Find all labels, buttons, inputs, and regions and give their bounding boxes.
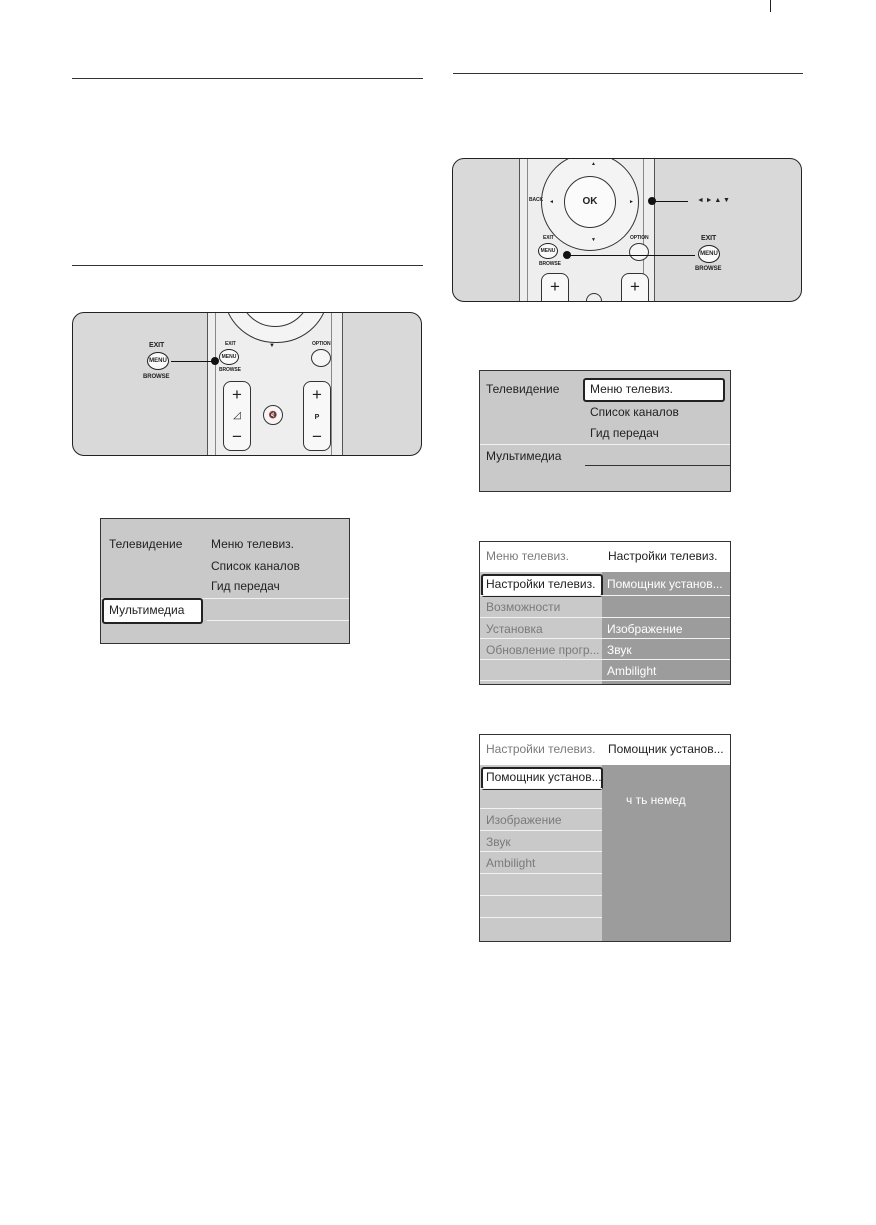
menu-item-tv-menu[interactable]: Меню телевиз. (590, 382, 673, 396)
option-button[interactable] (311, 349, 331, 367)
remote-groove-left (527, 158, 528, 302)
mute-button-partial (586, 293, 602, 302)
mute-button[interactable] (263, 405, 283, 425)
section-divider-2 (453, 73, 803, 74)
menu-header-right: Помощник установ... (608, 742, 724, 756)
remote-groove-right (331, 312, 332, 456)
program-up-icon: + (312, 385, 322, 404)
tv-menu-setup-assistant (479, 734, 731, 942)
menu-header-left: Меню телевиз. (486, 549, 569, 563)
back-label: BACK (529, 197, 544, 203)
nav-arrows-label: ◄ ► ▲ ▼ (697, 197, 730, 204)
remote-illustration-menu (72, 312, 422, 456)
option-button[interactable] (629, 243, 649, 261)
menu-separator (480, 808, 602, 809)
menu-item-multimedia[interactable]: Мультимедиа (486, 449, 562, 463)
volume-rocker[interactable] (541, 273, 569, 302)
menu-item-program-guide[interactable]: Гид передач (211, 579, 280, 593)
nav-callout-leader (654, 201, 688, 202)
program-down-icon: − (312, 427, 322, 446)
menu-header-left: Настройки телевиз. (486, 742, 596, 756)
down-arrow-icon: ▼ (591, 237, 596, 243)
menu-item-television[interactable]: Телевидение (109, 537, 183, 551)
tv-menu-tv-settings (479, 541, 731, 685)
menu-separator (480, 680, 730, 681)
menu-separator (480, 788, 602, 789)
description-text: ч ть немед (626, 793, 686, 807)
menu-separator (480, 444, 730, 445)
menu-separator (207, 620, 349, 621)
menu-item-installation[interactable]: Установка (486, 622, 543, 636)
tv-menu-home-multimedia (100, 518, 350, 644)
program-rocker[interactable] (303, 381, 331, 451)
menu-button[interactable]: MENU (538, 243, 558, 259)
top-margin-rule (770, 0, 771, 12)
volume-up-icon: + (232, 385, 242, 404)
menu-separator (480, 595, 730, 596)
plus-icon: + (630, 277, 640, 296)
menu-separator (585, 465, 730, 466)
menu-item-channel-list[interactable]: Список каналов (590, 405, 679, 419)
section-divider-1 (72, 78, 423, 79)
menu-item-tv-menu[interactable]: Меню телевиз. (211, 537, 294, 551)
up-arrow-icon: ▲ (591, 161, 596, 167)
option-label: OPTION (312, 341, 331, 347)
menu-separator (480, 873, 602, 874)
menu-separator (480, 917, 602, 918)
exit-small-label: EXIT (225, 341, 236, 347)
menu-item-sound[interactable]: Звук (607, 643, 632, 657)
menu-separator (480, 617, 730, 618)
browse-small-label: BROWSE (539, 261, 561, 267)
browse-label: BROWSE (695, 266, 722, 272)
menu-item-channel-list[interactable]: Список каналов (211, 559, 300, 573)
menu-separator (480, 851, 602, 852)
menu-item-setup-assistant[interactable]: Помощник установ... (486, 770, 602, 784)
menu-item-sound[interactable]: Звук (486, 835, 511, 849)
volume-rocker[interactable] (223, 381, 251, 451)
menu-separator (480, 895, 602, 896)
menu-item-program-guide[interactable]: Гид передач (590, 426, 659, 440)
option-label: OPTION (630, 235, 649, 241)
volume-icon: ◿ (233, 410, 241, 421)
menu-item-picture[interactable]: Изображение (607, 622, 683, 636)
menu-item-tv-settings[interactable]: Настройки телевиз. (486, 577, 596, 591)
left-arrow-icon: ◄ (549, 199, 554, 205)
menu-separator (480, 638, 730, 639)
remote-illustration-nav (452, 158, 802, 302)
menu-callout-leader (569, 255, 695, 256)
program-rocker[interactable] (621, 273, 649, 302)
remote-groove-left (215, 312, 216, 456)
menu-item-setup-assistant[interactable]: Помощник установ... (607, 577, 723, 591)
down-arrow-icon: ▼ (269, 343, 275, 349)
menu-header-right: Настройки телевиз. (608, 549, 718, 563)
menu-separator (480, 659, 730, 660)
menu-button-callout: MENU (698, 245, 720, 263)
right-arrow-icon: ► (629, 199, 634, 205)
callout-dot (211, 357, 219, 365)
menu-button-callout: MENU (147, 352, 169, 370)
menu-item-software-update[interactable]: Обновление прогр... (486, 643, 600, 657)
mute-icon: 🔇 (268, 412, 278, 419)
exit-small-label: EXIT (543, 235, 554, 241)
menu-item-ambilight[interactable]: Ambilight (607, 664, 657, 678)
tv-menu-home-tv (479, 370, 731, 492)
program-label: P (314, 414, 320, 421)
callout-leader (171, 361, 215, 362)
menu-item-multimedia[interactable]: Мультимедиа (109, 603, 185, 617)
exit-label: EXIT (701, 235, 717, 242)
plus-icon: + (550, 277, 560, 296)
browse-small-label: BROWSE (219, 367, 241, 373)
menu-item-features[interactable]: Возможности (486, 600, 561, 614)
section-divider-3 (72, 265, 423, 266)
browse-label: BROWSE (143, 374, 170, 380)
volume-down-icon: − (232, 427, 242, 446)
menu-item-picture[interactable]: Изображение (486, 813, 562, 827)
menu-item-ambilight[interactable]: Ambilight (486, 856, 536, 870)
menu-separator (480, 830, 602, 831)
menu-button[interactable]: MENU (219, 349, 239, 365)
menu-item-television[interactable]: Телевидение (486, 382, 560, 396)
exit-label: EXIT (149, 342, 165, 349)
ok-button[interactable]: OK (564, 176, 616, 228)
